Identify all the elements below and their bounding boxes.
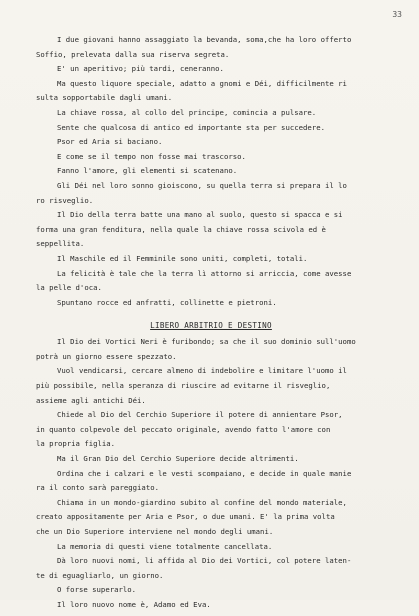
text-line: Ma il Gran Dio del Cerchio Superiore decide altrimenti. <box>57 454 299 464</box>
text-line: forma una gran fenditura, nella quale la chiave rossa scivola ed è <box>36 224 326 234</box>
section-heading: LIBERO ARBITRIO E DESTINO <box>150 320 272 330</box>
text-line: assieme agli antichi Déi. <box>36 395 146 405</box>
text-line: la pelle d'oca. <box>36 283 102 293</box>
text-line: O forse superarlo. <box>57 585 137 595</box>
section-two <box>36 338 396 615</box>
text-line: Dà loro nuovi nomi, li affida al Dio dei Vortici, col potere laten- <box>57 556 352 566</box>
text-line: Ma questo liquore speciale, adatto a gnomi e Déi, difficilmente ri <box>57 78 347 88</box>
text-line: creato appositamente per Aria e Psor, o due umani. E' la prima volta <box>36 512 335 522</box>
text-line: la propria figlia. <box>36 439 116 449</box>
text-line: Il Dio dei Vortici Neri è furibondo; sa che il suo dominio sull'uomo <box>57 337 356 347</box>
text-line: in quanto colpevole del peccato originale, avendo fatto l'amore con <box>36 424 331 434</box>
text-line: Chiede al Dio del Cerchio Superiore il potere di annientare Psor, <box>57 410 343 420</box>
text-line: E come se il tempo non fosse mai trascorso. <box>57 151 246 161</box>
text-line: ro risveglio. <box>36 195 94 205</box>
text-line: Sente che qualcosa di antico ed importante sta per succedere. <box>57 122 325 132</box>
text-line: Psor ed Aria si baciano. <box>57 137 163 147</box>
text-line: ra il conto sarà pareggiato. <box>36 483 160 493</box>
text-line: Il Dio della terra batte una mano al suolo, questo si spacca e si <box>57 210 343 220</box>
text-line: Fanno l'amore, gli elementi si scatenano. <box>57 166 238 176</box>
text-line: Ordina che i calzari e le vesti scompaiano, e decide in quale manie <box>57 468 352 478</box>
text-line: La felicità è tale che la terra lì attorno si arriccia, come avesse <box>57 268 352 278</box>
text-line: Il Maschile ed il Femminile sono uniti, completi, totali. <box>57 253 308 263</box>
text-line: E' un aperitivo; più tardi, ceneranno. <box>57 64 224 74</box>
document-body <box>36 36 396 616</box>
text-line: Spuntano rocce ed anfratti, collinette e pietroni. <box>57 297 277 307</box>
text-line: I due giovani hanno assaggiato la bevanda, soma,che ha loro offerto <box>57 35 352 44</box>
text-line: seppellita. <box>36 239 85 249</box>
text-line: Gli Déi nel loro sonno gioiscono, su quella terra si prepara il lo <box>57 180 347 190</box>
text-line: te di eguagliarlo, un giorno. <box>36 570 164 580</box>
section-one <box>36 36 396 313</box>
page-number: 33 <box>392 10 402 19</box>
text-line: Soffio, prelevata dalla sua riserva segreta. <box>36 49 230 59</box>
text-line: Vuol vendicarsi, cercare almeno di indebolire e limitare l'uomo il <box>57 366 347 376</box>
text-line: più possibile, nella speranza di riuscire ad evitarne il risveglio, <box>36 381 331 391</box>
text-line: Il loro nuovo nome è, Adamo ed Eva. <box>57 599 211 609</box>
text-line: potrà un giorno essere spezzato. <box>36 351 177 361</box>
text-line: sulta sopportabile dagli umani. <box>36 93 173 103</box>
text-line: che un Dio Superiore interviene nel mondo degli umani. <box>36 527 274 536</box>
text-line: Chiama in un mondo-giardino subito al confine del mondo materiale, <box>57 497 347 507</box>
heading-row <box>36 313 396 338</box>
text-line: La chiave rossa, al collo del principe, comincia a pulsare. <box>57 107 317 117</box>
text-line: La memoria di questi viene totalmente cancellata. <box>57 541 273 551</box>
